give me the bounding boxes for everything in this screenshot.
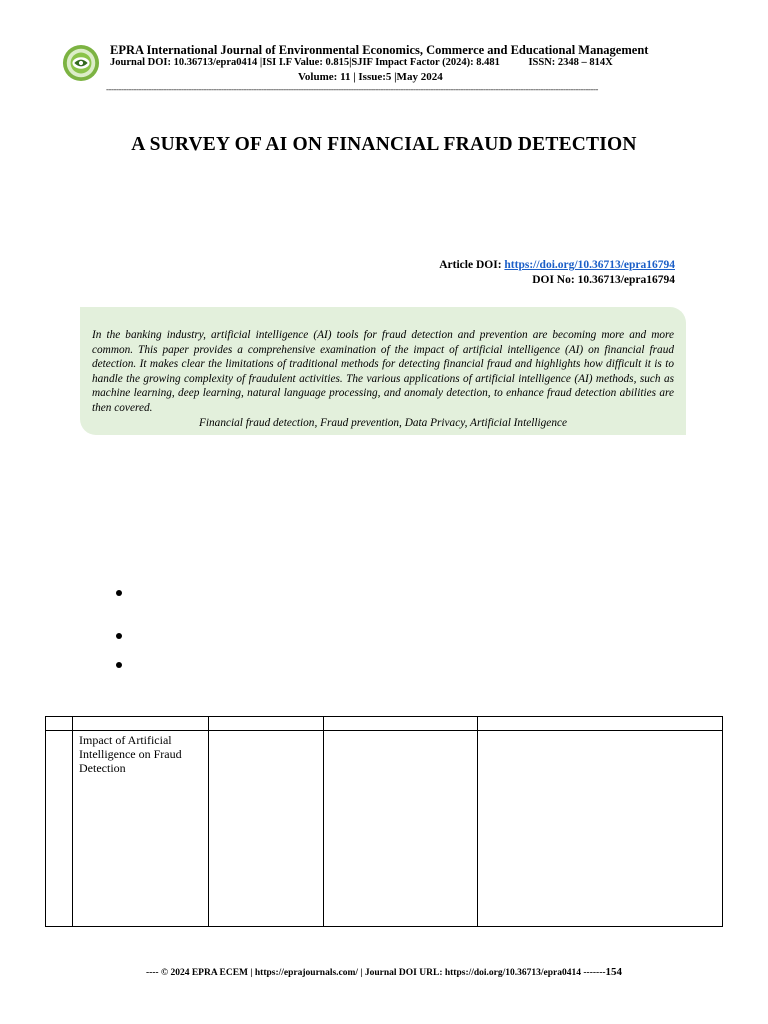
journal-name: EPRA International Journal of Environmental Economics, Commerce and Educational Management — [110, 43, 649, 57]
page-number: 154 — [605, 966, 623, 978]
page-footer — [0, 966, 768, 978]
abstract-text: In the banking industry, artificial intelligence (AI) tools for fraud detection and prevention are becoming more and more common. This paper provides a comprehensive examination of the impact of artificial intelligence (AI) on financial fraud detection. It makes clear the limitations of traditional methods for detecting financial fraud and highlights how difficult it is to handle the growing complexity of fraudulent activities. The various applications of artificial intelligence (AI) methods, such as machine learning, deep learning, natural language processing, and anomaly detection, to enhance fraud detection abilities are then covered. — [92, 329, 674, 414]
doi-block — [439, 258, 675, 288]
volume-issue: Volume: 11 | Issue:5 |May 2024 — [298, 71, 443, 83]
table-cell: Impact of Artificial Intelligence on Fraud Detection — [73, 731, 209, 927]
abstract-box — [80, 307, 686, 435]
journal-meta — [110, 57, 613, 68]
bullet-point — [116, 662, 122, 668]
table-cell — [478, 717, 723, 731]
article-title: A SURVEY OF AI ON FINANCIAL FRAUD DETECTION — [131, 134, 637, 155]
journal-issn: ISSN: 2348 – 814X — [528, 57, 613, 68]
table-cell — [73, 717, 209, 731]
doi-number: DOI No: 10.36713/epra16794 — [532, 274, 675, 286]
bullet-point — [116, 633, 122, 639]
bullet-point — [116, 590, 122, 596]
article-doi-link[interactable]: https://doi.org/10.36713/epra16794 — [504, 259, 675, 271]
table-cell — [46, 717, 73, 731]
epra-logo-icon — [62, 44, 100, 82]
header-rule: ----------------------------------------------------------------------------------------------------------------------------------------------------------------------------------------------------- — [106, 84, 598, 94]
keywords: Financial fraud detection, Fraud prevention, Data Privacy, Artificial Intelligence — [198, 416, 567, 429]
article-doi-line — [439, 258, 675, 273]
table-header-row — [46, 717, 723, 731]
table-cell — [46, 731, 73, 927]
table-cell — [209, 717, 324, 731]
table-row — [46, 731, 723, 927]
table-cell — [324, 731, 478, 927]
table-cell — [478, 731, 723, 927]
footer-text: ---- © 2024 EPRA ECEM | https://eprajournals.com/ | Journal DOI URL: https://doi.org/10.36713/epra0414 ------- — [145, 968, 606, 978]
content-table — [45, 716, 723, 927]
article-doi-label: Article DOI: — [439, 259, 505, 271]
table-cell — [324, 717, 478, 731]
table-cell — [209, 731, 324, 927]
journal-meta-text: Journal DOI: 10.36713/epra0414 |ISI I.F Value: 0.815|SJIF Impact Factor (2024): 8.481 — [110, 57, 500, 68]
